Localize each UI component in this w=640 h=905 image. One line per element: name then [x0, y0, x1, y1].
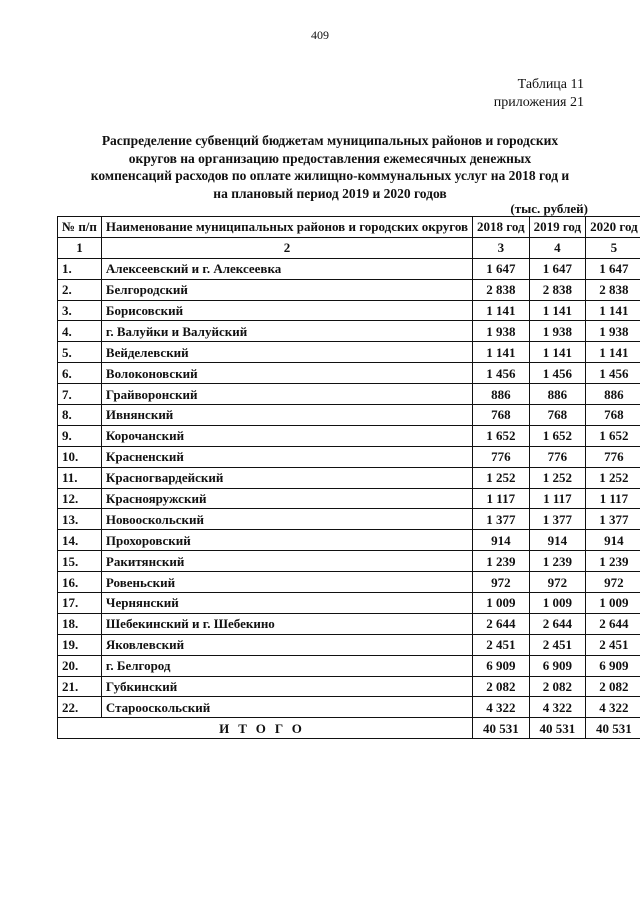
value-2020: 2 451 [586, 634, 640, 655]
district-name: Шебекинский и г. Шебекино [101, 613, 472, 634]
table-row [58, 488, 640, 509]
district-name: Чернянский [101, 593, 472, 614]
value-2018: 972 [473, 572, 530, 593]
value-2019: 1 456 [529, 363, 586, 384]
district-name: Губкинский [101, 676, 472, 697]
row-number: 18. [58, 613, 102, 634]
table-row [58, 509, 640, 530]
value-2019: 4 322 [529, 697, 586, 718]
column-index: 5 [586, 237, 640, 258]
value-2018: 2 838 [473, 279, 530, 300]
district-name: Новооскольский [101, 509, 472, 530]
value-2019: 776 [529, 446, 586, 467]
value-2018: 776 [473, 446, 530, 467]
value-2019: 6 909 [529, 655, 586, 676]
value-2020: 1 239 [586, 551, 640, 572]
value-2019: 1 652 [529, 425, 586, 446]
value-2018: 1 456 [473, 363, 530, 384]
row-number: 12. [58, 488, 102, 509]
table-row [58, 300, 640, 321]
value-2020: 1 117 [586, 488, 640, 509]
value-2019: 2 082 [529, 676, 586, 697]
value-2020: 1 647 [586, 258, 640, 279]
district-name: г. Белгород [101, 655, 472, 676]
value-2018: 1 252 [473, 467, 530, 488]
row-number: 9. [58, 425, 102, 446]
value-2018: 4 322 [473, 697, 530, 718]
table-body [58, 237, 640, 717]
column-index: 4 [529, 237, 586, 258]
table-row [58, 425, 640, 446]
table-row [58, 446, 640, 467]
table-row [58, 551, 640, 572]
value-2019: 2 451 [529, 634, 586, 655]
value-2018: 1 239 [473, 551, 530, 572]
table-row [58, 613, 640, 634]
value-2018: 886 [473, 384, 530, 405]
table-row [58, 572, 640, 593]
units-label: (тыс. рублей) [510, 201, 588, 216]
value-2020: 1 141 [586, 300, 640, 321]
total-label: ИТОГО [58, 718, 473, 739]
table-row [58, 697, 640, 718]
value-2018: 2 644 [473, 613, 530, 634]
value-2020: 1 938 [586, 321, 640, 342]
value-2019: 1 009 [529, 593, 586, 614]
value-2020: 914 [586, 530, 640, 551]
row-number: 6. [58, 363, 102, 384]
table-row [58, 655, 640, 676]
total-2019: 40 531 [529, 718, 586, 739]
value-2018: 6 909 [473, 655, 530, 676]
district-name: Ракитянский [101, 551, 472, 572]
table-row [58, 342, 640, 363]
value-2018: 1 009 [473, 593, 530, 614]
table-row [58, 384, 640, 405]
district-name: Ровеньский [101, 572, 472, 593]
page-number: 409 [311, 28, 329, 42]
value-2018: 914 [473, 530, 530, 551]
row-number: 15. [58, 551, 102, 572]
row-number: 10. [58, 446, 102, 467]
value-2020: 4 322 [586, 697, 640, 718]
value-2020: 1 377 [586, 509, 640, 530]
district-name: Грайворонский [101, 384, 472, 405]
value-2020: 2 838 [586, 279, 640, 300]
value-2019: 1 239 [529, 551, 586, 572]
district-name: Белгородский [101, 279, 472, 300]
row-number: 5. [58, 342, 102, 363]
district-name: Корочанский [101, 425, 472, 446]
row-number: 20. [58, 655, 102, 676]
header-row [58, 217, 640, 238]
total-2018: 40 531 [473, 718, 530, 739]
header-name: Наименование муниципальных районов и городских округов [101, 217, 472, 238]
row-number: 14. [58, 530, 102, 551]
row-number: 13. [58, 509, 102, 530]
table-row [58, 593, 640, 614]
table-reference [494, 76, 584, 112]
row-number: 21. [58, 676, 102, 697]
value-2018: 1 647 [473, 258, 530, 279]
row-number: 17. [58, 593, 102, 614]
district-name: Красногвардейский [101, 467, 472, 488]
header-2020: 2020 год [586, 217, 640, 238]
value-2019: 2 644 [529, 613, 586, 634]
value-2018: 2 451 [473, 634, 530, 655]
document-title: Распределение субвенций бюджетам муниципальных районов и городских округов на организацию предоставления ежемесячных денежных компенсаций расходов по оплате жилищно-коммунальных услуг на 2018 год и на плановый период 2019 и 2020 годов [90, 133, 570, 201]
value-2019: 1 377 [529, 509, 586, 530]
table-row [58, 467, 640, 488]
table-row [58, 258, 640, 279]
district-name: Старооскольский [101, 697, 472, 718]
value-2019: 768 [529, 405, 586, 426]
district-name: Яковлевский [101, 634, 472, 655]
value-2018: 1 652 [473, 425, 530, 446]
value-2020: 6 909 [586, 655, 640, 676]
subsidy-table [57, 216, 640, 739]
value-2018: 1 141 [473, 300, 530, 321]
value-2020: 776 [586, 446, 640, 467]
header-2018: 2018 год [473, 217, 530, 238]
value-2019: 886 [529, 384, 586, 405]
total-row [58, 718, 640, 739]
value-2020: 1 009 [586, 593, 640, 614]
value-2020: 1 252 [586, 467, 640, 488]
value-2018: 2 082 [473, 676, 530, 697]
value-2018: 1 141 [473, 342, 530, 363]
district-name: Вейделевский [101, 342, 472, 363]
value-2018: 1 938 [473, 321, 530, 342]
district-name: г. Валуйки и Валуйский [101, 321, 472, 342]
table-row [58, 279, 640, 300]
value-2020: 2 644 [586, 613, 640, 634]
row-number: 7. [58, 384, 102, 405]
district-name: Краснояружский [101, 488, 472, 509]
row-number: 3. [58, 300, 102, 321]
value-2019: 1 647 [529, 258, 586, 279]
value-2019: 1 117 [529, 488, 586, 509]
value-2019: 914 [529, 530, 586, 551]
value-2020: 1 652 [586, 425, 640, 446]
table-row [58, 634, 640, 655]
column-index: 2 [101, 237, 472, 258]
value-2020: 1 456 [586, 363, 640, 384]
table-row [58, 676, 640, 697]
row-number: 1. [58, 258, 102, 279]
value-2019: 1 141 [529, 300, 586, 321]
row-number: 22. [58, 697, 102, 718]
table-row [58, 405, 640, 426]
row-number: 19. [58, 634, 102, 655]
table-number: Таблица 11 [517, 77, 584, 92]
district-name: Красненский [101, 446, 472, 467]
row-number: 11. [58, 467, 102, 488]
table-row [58, 321, 640, 342]
total-2020: 40 531 [586, 718, 640, 739]
value-2020: 768 [586, 405, 640, 426]
district-name: Прохоровский [101, 530, 472, 551]
district-name: Волоконовский [101, 363, 472, 384]
header-2019: 2019 год [529, 217, 586, 238]
column-index: 1 [58, 237, 102, 258]
row-number: 8. [58, 405, 102, 426]
value-2019: 972 [529, 572, 586, 593]
district-name: Борисовский [101, 300, 472, 321]
table-row [58, 530, 640, 551]
value-2020: 2 082 [586, 676, 640, 697]
value-2020: 886 [586, 384, 640, 405]
value-2018: 768 [473, 405, 530, 426]
value-2019: 1 141 [529, 342, 586, 363]
district-name: Алексеевский и г. Алексеевка [101, 258, 472, 279]
value-2018: 1 117 [473, 488, 530, 509]
value-2020: 1 141 [586, 342, 640, 363]
appendix-number: приложения 21 [493, 95, 584, 110]
value-2018: 1 377 [473, 509, 530, 530]
value-2019: 2 838 [529, 279, 586, 300]
value-2019: 1 252 [529, 467, 586, 488]
table-row [58, 363, 640, 384]
header-number: № п/п [58, 217, 102, 238]
column-index: 3 [473, 237, 530, 258]
value-2020: 972 [586, 572, 640, 593]
district-name: Ивнянский [101, 405, 472, 426]
row-number: 2. [58, 279, 102, 300]
value-2019: 1 938 [529, 321, 586, 342]
column-index-row [58, 237, 640, 258]
row-number: 4. [58, 321, 102, 342]
row-number: 16. [58, 572, 102, 593]
